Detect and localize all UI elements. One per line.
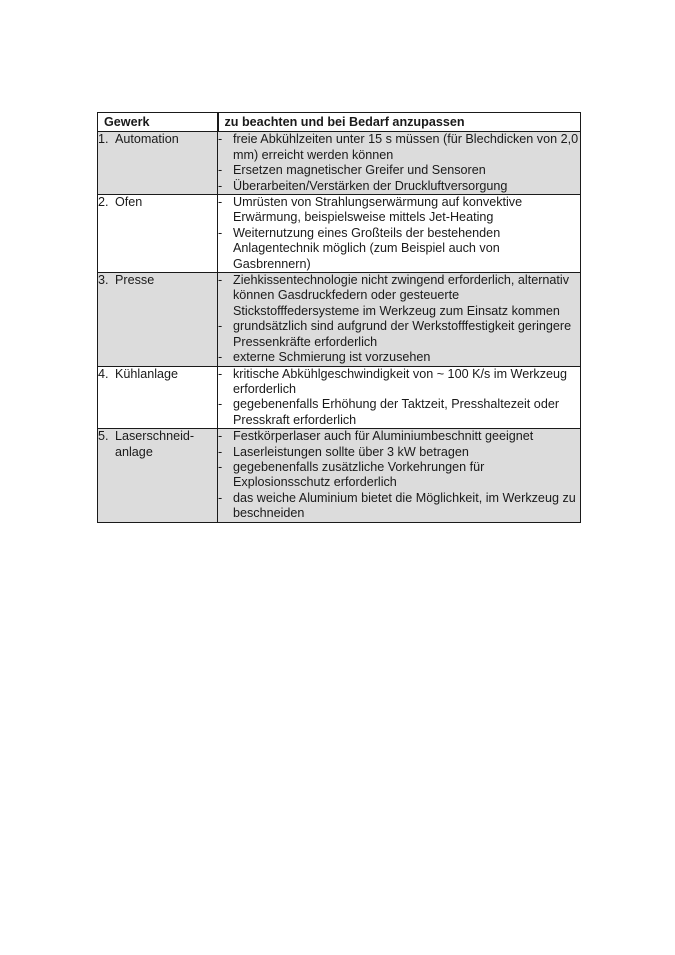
list-item-text: Laserleistungen sollte über 3 kW betragen: [233, 444, 469, 459]
notes-list: [218, 195, 580, 272]
list-item: [218, 491, 580, 522]
gewerk-label: [98, 367, 217, 382]
table-row: [98, 195, 581, 273]
list-item: [218, 179, 580, 194]
gewerk-number: 1.: [98, 132, 109, 147]
list-item-text: kritische Abkühlgeschwindigkeit von ~ 100 K/s im Werkzeug erforderlich: [233, 366, 568, 396]
gewerk-name: Laserschneid-anlage: [115, 429, 195, 459]
list-item-text: Umrüsten von Strahlungserwärmung auf konvektive Erwärmung, beispielsweise mittels Jet-Heating: [233, 195, 523, 225]
gewerk-name: Presse: [115, 273, 155, 288]
gewerk-number: 2.: [98, 195, 109, 210]
bullet-dash: -: [218, 444, 223, 459]
notes-cell: [218, 366, 581, 429]
bullet-dash: -: [218, 163, 223, 178]
table-row: [98, 273, 581, 366]
table-body: [98, 132, 581, 522]
list-item-text: Ziehkissentechnologie nicht zwingend erforderlich, alternativ können Gasdruckfedern oder gesteuerte Stickstofffedersysteme im Werkzeug zum Einsatz kommen: [233, 273, 570, 318]
gewerk-cell: [98, 429, 218, 522]
list-item: [218, 460, 580, 491]
list-item-text: Weiternutzung eines Großteils der bestehenden Anlagentechnik möglich (zum Beispiel auch von Gasbrennern): [233, 225, 501, 271]
list-item-text: das weiche Aluminium bietet die Möglichkeit, im Werkzeug zu beschneiden: [233, 490, 576, 521]
gewerk-name: Ofen: [115, 195, 143, 210]
gewerk-name: Automation: [115, 132, 179, 147]
bullet-dash: -: [218, 225, 223, 240]
notes-cell: [218, 429, 581, 522]
notes-cell: [218, 132, 581, 195]
bullet-dash: -: [218, 350, 223, 365]
table-header: [98, 113, 581, 132]
list-item: [218, 429, 580, 444]
list-item-text: gegebenenfalls Erhöhung der Taktzeit, Presshaltezeit oder Presskraft erforderlich: [233, 397, 560, 427]
notes-list: [218, 429, 580, 521]
table-row: [98, 132, 581, 195]
list-item: [218, 195, 580, 226]
list-item: [218, 367, 580, 398]
list-item-text: Festkörperlaser auch für Aluminiumbeschnitt geeignet: [233, 429, 534, 444]
list-item: [218, 445, 580, 460]
list-item-text: Überarbeiten/Verstärken der Druckluftversorgung: [233, 178, 508, 193]
bullet-dash: -: [218, 366, 223, 381]
gewerk-cell: [98, 195, 218, 273]
bullet-dash: -: [218, 490, 223, 505]
bullet-dash: -: [218, 195, 223, 210]
bullet-dash: -: [218, 132, 223, 147]
notes-cell: [218, 273, 581, 366]
gewerk-label: [98, 273, 217, 288]
gewerk-name: Kühlanlage: [115, 366, 179, 381]
list-item: [218, 226, 580, 272]
header-row: [98, 113, 581, 132]
list-item: [218, 273, 580, 319]
requirements-table: [97, 112, 581, 523]
list-item-text: Ersetzen magnetischer Greifer und Sensoren: [233, 163, 486, 178]
list-item-text: externe Schmierung ist vorzusehen: [233, 350, 431, 365]
gewerk-number: 4.: [98, 366, 109, 381]
list-item-text: gegebenenfalls zusätzliche Vorkehrungen für Explosionsschutz erforderlich: [233, 459, 485, 490]
notes-list: [218, 367, 580, 429]
gewerk-cell: [98, 132, 218, 195]
list-item: [218, 350, 580, 365]
bullet-dash: -: [218, 429, 223, 444]
header-notes: zu beachten und bei Bedarf anzupassen: [218, 113, 581, 132]
bullet-dash: -: [218, 319, 223, 334]
list-item: [218, 319, 580, 350]
bullet-dash: -: [218, 273, 223, 288]
notes-list: [218, 273, 580, 365]
gewerk-label: [98, 195, 217, 210]
table-row: [98, 429, 581, 522]
gewerk-number: 3.: [98, 273, 109, 288]
gewerk-number: 5.: [98, 429, 109, 444]
gewerk-label: [98, 132, 217, 147]
list-item: [218, 397, 580, 428]
notes-list: [218, 132, 580, 194]
list-item-text: freie Abkühlzeiten unter 15 s müssen (für Blechdicken von 2,0 mm) erreicht werden können: [233, 132, 579, 162]
list-item-text: grundsätzlich sind aufgrund der Werkstofffestigkeit geringere Pressenkräfte erforderlich: [233, 319, 572, 349]
gewerk-cell: [98, 273, 218, 366]
bullet-dash: -: [218, 397, 223, 412]
header-gewerk: Gewerk: [98, 113, 218, 132]
list-item: [218, 132, 580, 163]
table-row: [98, 366, 581, 429]
bullet-dash: -: [218, 459, 223, 474]
bullet-dash: -: [218, 178, 223, 193]
gewerk-cell: [98, 366, 218, 429]
list-item: [218, 163, 580, 178]
notes-cell: [218, 195, 581, 273]
gewerk-label: [98, 429, 217, 460]
